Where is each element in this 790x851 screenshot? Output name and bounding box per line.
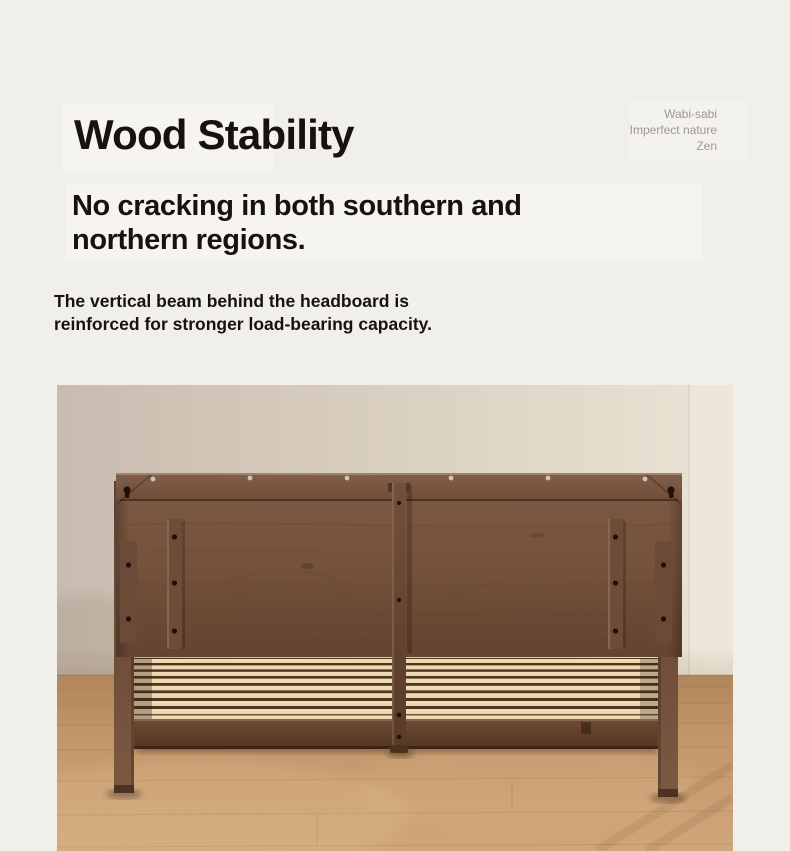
headline-line-2: northern regions. xyxy=(72,224,306,256)
bed-frame xyxy=(114,473,682,797)
feature-description xyxy=(54,290,432,336)
tagline-line-2: Imperfect nature xyxy=(629,123,717,137)
beam-foot xyxy=(390,745,408,753)
page-title: Wood Stability xyxy=(74,111,354,158)
bed-illustration xyxy=(57,385,733,851)
description-line-2: reinforced for stronger load-bearing capacity. xyxy=(54,314,432,334)
rail-bracket xyxy=(581,722,591,734)
hanging-cleat-right xyxy=(608,519,626,649)
leg-bracket-right xyxy=(655,541,672,643)
tagline-line-3: Zen xyxy=(696,139,717,153)
brand-tagline xyxy=(630,106,717,154)
headline-line-1: No cracking in both southern and xyxy=(72,190,522,222)
product-photo-bed-rear-view xyxy=(57,385,733,851)
feature-headline xyxy=(72,189,522,257)
leg-bracket-left xyxy=(120,541,137,643)
description-line-1: The vertical beam behind the headboard is xyxy=(54,291,409,311)
tagline-line-1: Wabi-sabi xyxy=(664,107,717,121)
hanging-cleat-left xyxy=(167,519,185,649)
